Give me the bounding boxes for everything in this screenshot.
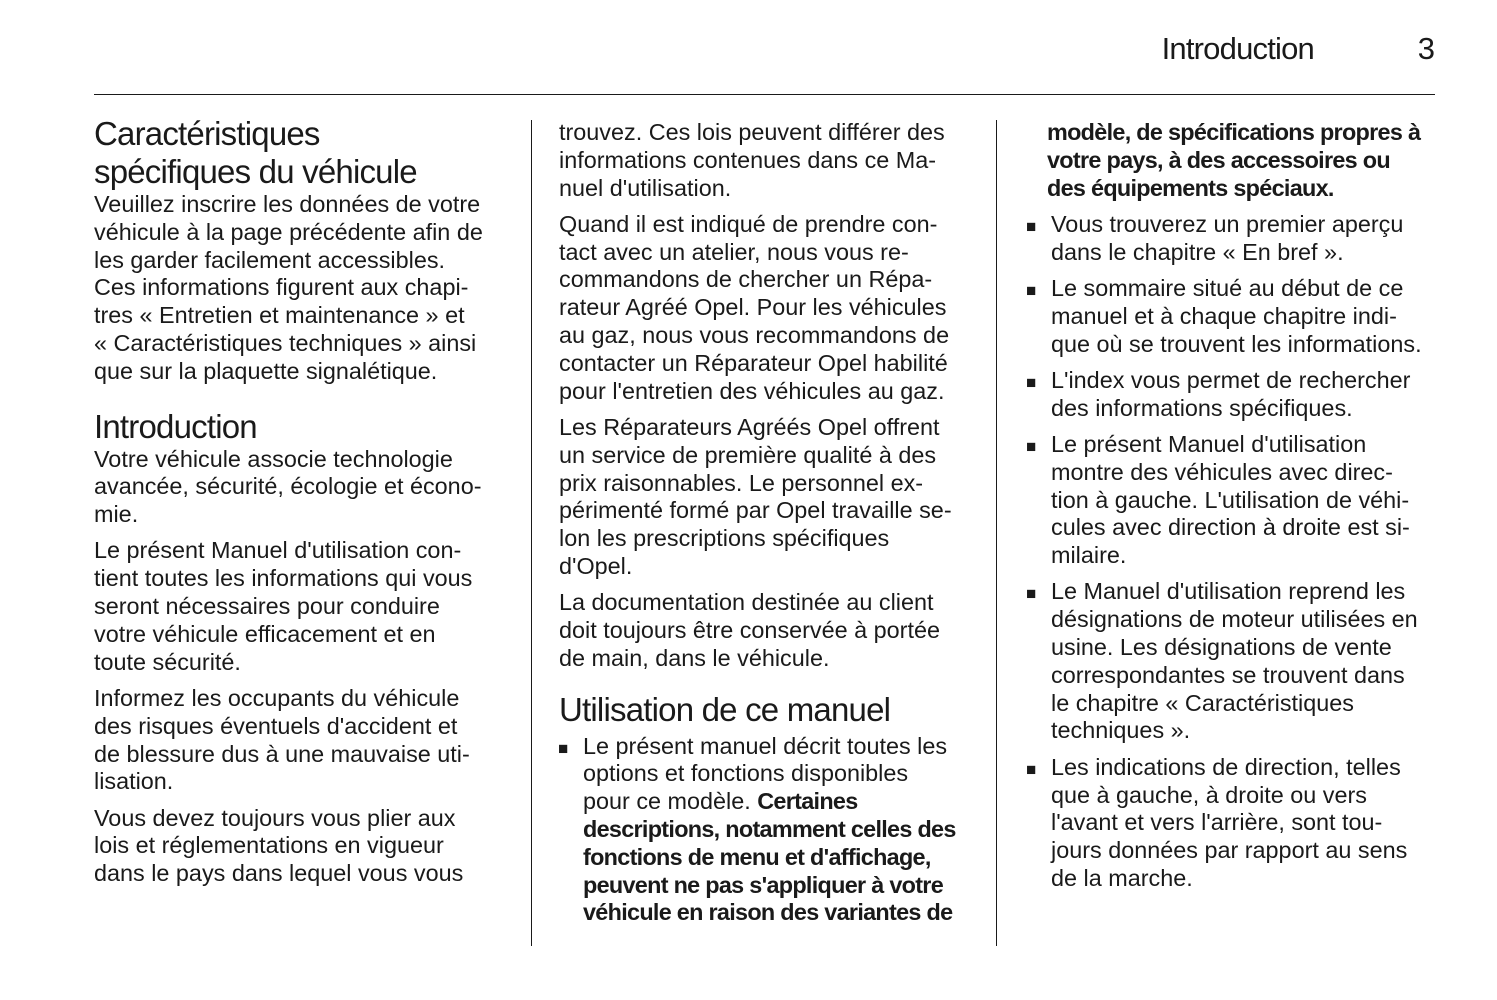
bullet-icon: ■ [1026,280,1037,300]
paragraph: La documentation destinée au client doit toujours être conservée à portée de main, dans le véhicule. [559,589,940,671]
running-header-title: Introduction [1161,31,1314,66]
paragraph: Veuillez inscrire les données de votre véhicule à la page précédente afin de les garder facilement accessibles. Ces informations figurent aux chapi- tres « Entretien et maintenance » et « Caractéristiques techniques » ainsi que sur la plaquette signalétique. [94,191,483,384]
paragraph: Informez les occupants du véhicule des risques éventuels d'accident et de blessure dus à une mauvaise uti- lisation. [94,684,470,795]
paragraph: Vous devez toujours vous plier aux lois et réglementations en vigueur dans le pays dans lequel vous vous [94,804,464,887]
column-divider [996,120,997,946]
heading-utilisation: Utilisation de ce manuel [559,690,891,728]
column-left [94,115,514,897]
column-middle [559,119,979,936]
column-right [1026,119,1442,901]
list-item: ■ Vous trouverez un premier aperçu dans le chapitre « En bref ». [1026,210,1404,265]
bullet-icon: ■ [1026,584,1037,604]
column-divider [531,120,532,946]
paragraph: Quand il est indiqué de prendre con- tact avec un atelier, nous vous re- commandons de chercher un Répa- rateur Agréé Opel. Pour les véhicules au gaz, nous vous recommandons de contacter un Réparateur Opel habilité pour l'entretien des véhicules au gaz. [559,210,950,404]
list-item: ■ Le Manuel d'utilisation reprend les désignations de moteur utilisées en usine. Les désignations de vente correspondantes se trouvent dans le chapitre « Caractéristiques techniques ». [1026,578,1418,744]
list-item: ■ Le présent manuel décrit toutes les options et fonctions disponibles pour ce modèle. Certaines descriptions, notamment celles des fonctions de menu et d'affichage, peuvent ne pas s'appliquer à votre véhicule en raison des variantes de [558,732,956,926]
paragraph: Les Réparateurs Agréés Opel offrent un service de première qualité à des prix raisonnables. Le personnel ex- périmenté formé par Opel travaille se- lon les prescriptions spécifiques d'Opel. [559,413,952,579]
list-item: ■ Le présent Manuel d'utilisation montre des véhicules avec direc- tion à gauche. L'utilisation de véhi- cules avec direction à droite est si- milaire. [1026,430,1410,569]
bullet-icon: ■ [1026,759,1037,779]
bullet-icon: ■ [1026,372,1037,392]
bullet-icon: ■ [558,738,569,758]
heading-caracteristiques: Caractéristiques spécifiques du véhicule [94,115,417,190]
bullet-icon: ■ [1026,436,1037,456]
paragraph-bold: modèle, de spécifications propres à votre pays, à des accessoires ou des équipements spéciaux. [1047,119,1421,201]
list-item: ■ L'index vous permet de rechercher des informations spécifiques. [1026,366,1411,421]
bullet-icon: ■ [1026,216,1037,236]
list-item: ■ Les indications de direction, telles que à gauche, à droite ou vers l'avant et vers l'arrière, sont tou- jours données par rapport au sens de la marche. [1026,753,1408,891]
paragraph: Votre véhicule associe technologie avancée, sécurité, écologie et écono- mie. [94,445,482,528]
header-rule [94,94,1435,95]
heading-introduction: Introduction [94,407,257,445]
paragraph: Le présent Manuel d'utilisation con- tient toutes les informations qui vous seront nécessaires pour conduire votre véhicule efficacement et en toute sécurité. [94,537,473,675]
paragraph: trouvez. Ces lois peuvent différer des informations contenues dans ce Ma- nuel d'utilisation. [559,119,945,201]
page-number: 3 [1417,31,1435,66]
list-item: ■ Le sommaire situé au début de ce manuel et à chaque chapitre indi- que où se trouvent les informations. [1026,274,1422,357]
